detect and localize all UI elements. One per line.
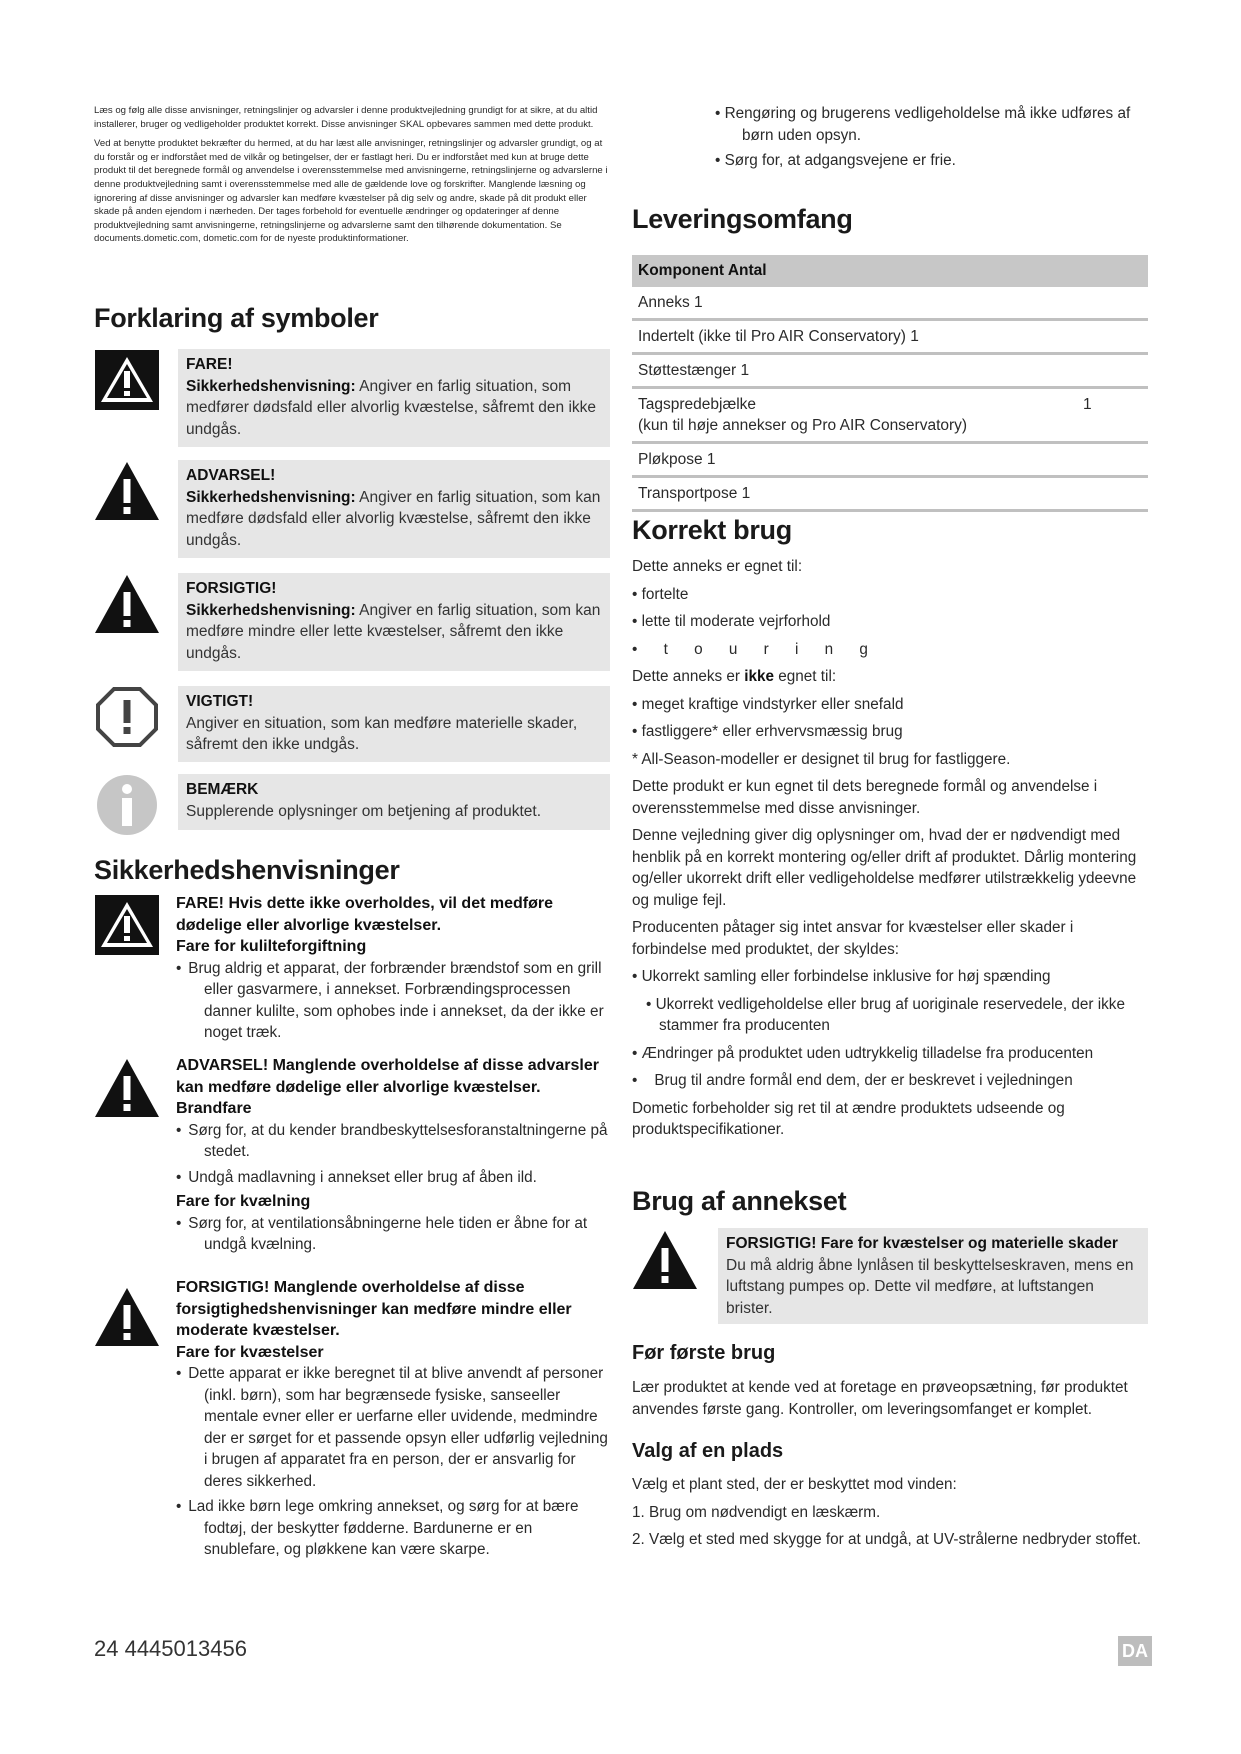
danger-square-icon: [94, 894, 160, 956]
correct-use-heading: Korrekt brug: [632, 515, 792, 545]
table-row: Pløkpose 1: [632, 443, 1148, 477]
list-item: • fortelte: [632, 585, 689, 603]
symbol-forsigtig-text: Angiver en farlig situation, som kan medføre mindre eller lette kvæstelser, såfremt den ikke undgås.: [186, 601, 601, 662]
symbol-box-fare: [178, 349, 610, 447]
intro-text: [94, 104, 610, 252]
list-item: • Ukorrekt samling eller forbindelse inklusive for høj spænding: [632, 968, 1051, 985]
place-intro: Vælg et plant sted, der er beskyttet mod vinden:: [632, 1476, 957, 1493]
footnote: * All-Season-modeller er designet til brug for fastliggere.: [632, 750, 1011, 768]
notice-octagon-icon: [94, 686, 160, 748]
safety-fare-head: FARE! Hvis dette ikke overholdes, vil det medføre dødelige eller alvorlige kvæstelser.: [176, 895, 553, 934]
page-number: 24 4445013456: [94, 1636, 247, 1661]
list-item: 1. Brug om nødvendigt en læskærm.: [632, 1503, 881, 1521]
list-item: • Sørg for, at ventilationsåbningerne hele tiden er åbne for at undgå kvælning.: [176, 1214, 588, 1253]
safety-forsigtig-head: FORSIGTIG! Manglende overholdelse af disse forsigtighedshenvisninger kan medføre mindre eller moderate kvæstelser.: [176, 1279, 572, 1339]
list-item: • Lad ikke børn lege omkring annekset, og sørg for at bære fodtøj, der beskytter fødderne. Bardunerne er en snublefare, og pløkkene kan være skarpe.: [176, 1498, 579, 1558]
first-use-text: Lær produktet at kende ved at foretage en prøveopsætning, før produktet anvendes første gang. Kontroller, om leveringsomfanget er komplet.: [632, 1379, 1128, 1418]
table-row: Indertelt (ikke til Pro AIR Conservatory) 1: [632, 320, 1148, 354]
intro-paragraph-2: Ved at benytte produktet bekræfter du hermed, at du har læst alle anvisninger, retningslinjer og advarsler grundigt, og at du forstår og er indforstået med de vilkår og betingelser, der er fastlagt heri. Du er indforstået med kun at bruge dette produkt til det beregnede formål og anvendelse i overensstemmelse med anvisningerne, retningslinjerne og advarslerne i denne produktvejledning samt i overensstemmelse med alle de gældende love og forskrifter. Manglende læsning og ignorering af disse anvisninger og advarsler kan medføre kvæstelser på dig selv og andre, skade på dit produkt eller skade på anden ejendom i nærheden. Der tages forbehold for eventuelle ændringer og opdateringer af denne produktvejledning samt anvisningerne, retningslinjerne og advarslerne samt den tilhørende dokumentation. Se documents.dometic.com, dometic.com for de nyeste produktinformationer.: [94, 138, 608, 245]
safety-fare-sub: Fare for kulilteforgiftning: [176, 938, 367, 955]
list-item: • Rengøring og brugerens vedligeholdelse må ikke udføres af børn uden opsyn.: [715, 105, 1131, 144]
language-badge: DA: [1118, 1636, 1152, 1666]
intro-paragraph-1: Læs og følg alle disse anvisninger, retningslinjer og advarsler i denne produktvejledning grundigt for at sikre, at du altid installerer, bruger og vedligeholder produktet korrekt. Disse anvisninger SKAL opbevares sammen med dette produkt.: [94, 105, 598, 130]
paragraph: Dometic forbeholder sig ret til at ændre produktets udseende og produktspecifikationer.: [632, 1099, 1065, 1138]
table-header-row: [632, 255, 1148, 287]
paragraph: Dette produkt er kun egnet til dets beregnede formål og anvendelse i overensstemmelse med disse anvisninger.: [632, 778, 1098, 817]
symbol-box-vigtigt: [178, 686, 610, 762]
safety-advarsel-sub1: Brandfare: [176, 1100, 252, 1117]
danger-square-icon: [94, 349, 160, 411]
table-header: Komponent Antal: [632, 255, 1148, 287]
table-row: Anneks 1: [632, 287, 1148, 320]
symbol-box-forsigtig: [178, 573, 610, 671]
continued-list: [715, 103, 1148, 172]
use-caution-box: [718, 1228, 1148, 1324]
caution-triangle-icon: [94, 573, 160, 635]
symbol-fare-text: Angiver en farlig situation, som medfører dødsfald eller alvorlig kvæstelse, såfremt den ikke undgås.: [186, 377, 597, 438]
symbol-advarsel-title: ADVARSEL!: [186, 467, 276, 484]
symbols-heading: Forklaring af symboler: [94, 303, 379, 333]
table-row: Støttestænger 1: [632, 354, 1148, 388]
symbol-advarsel-text: Angiver en farlig situation, som kan medføre dødsfald eller alvorlig kvæstelse, såfremt den ikke undgås.: [186, 488, 601, 549]
symbol-forsigtig-title: FORSIGTIG!: [186, 580, 277, 597]
list-item: • Sørg for, at adgangsvejene er frie.: [715, 152, 956, 169]
table-row: Tagspredebjælke (kun til høje annekser og Pro AIR Conservatory) 1: [632, 388, 1148, 443]
list-item: • fastliggere* eller erhvervsmæssig brug: [632, 723, 903, 740]
use-caution-text: Du må aldrig åbne lynlåsen til beskyttelseskraven, mens en luftstang pumpes op. Dette vil medføre, at luftstangen brister.: [726, 1256, 1134, 1317]
list-item: • Dette apparat er ikke beregnet til at blive anvendt af personer (inkl. børn), som har begrænsede fysiske, sanseeller mentale evner eller er uerfarne eller uvidende, medmindre der er sørget for et passende opsyn eller udførlig vejledning i brugen af apparatet fra en person, der er ansvarlig for deres sikkerhed.: [176, 1365, 608, 1490]
list-item: • Brug til andre formål end dem, der er beskrevet i vejledningen: [632, 1072, 1073, 1089]
symbol-fare-label: Sikkerhedshenvisning:: [186, 377, 356, 395]
table-row: Transportpose 1: [632, 477, 1148, 511]
correct-use-intro: Dette anneks er egnet til:: [632, 558, 803, 575]
safety-advarsel-sub2: Fare for kvælning: [176, 1193, 311, 1210]
safety-forsigtig-block: [176, 1277, 610, 1561]
symbol-advarsel-label: Sikkerhedshenvisning:: [186, 488, 356, 506]
paragraph: Producenten påtager sig intet ansvar for kvæstelser eller skader i forbindelse med produktet, der skyldes:: [632, 919, 1074, 958]
symbol-forsigtig-label: Sikkerhedshenvisning:: [186, 601, 356, 619]
symbol-bemaerk-title: BEMÆRK: [186, 781, 259, 798]
safety-advarsel-head: ADVARSEL! Manglende overholdelse af disse advarsler kan medføre dødelige eller alvorlige kvæstelser.: [176, 1057, 599, 1096]
list-item: • meget kraftige vindstyrker eller snefald: [632, 695, 904, 713]
info-circle-icon: [94, 774, 160, 836]
list-item: 2. Vælg et sted med skygge for at undgå, at UV-strålerne nedbryder stoffet.: [632, 1531, 1142, 1548]
symbol-box-advarsel: [178, 460, 610, 558]
row-quantity: 1: [1083, 396, 1092, 413]
list-item: • Brug aldrig et apparat, der forbrænder brændstof som en grill eller gasvarmere, i annekset. Forbrændingsprocessen danner kulilte, som ophobes inde i annekset, da der ikke er noget træk.: [176, 959, 604, 1041]
safety-forsigtig-sub: Fare for kvæstelser: [176, 1343, 324, 1361]
caution-triangle-icon: [94, 1286, 160, 1348]
warning-triangle-icon: [94, 1057, 160, 1119]
symbol-box-bemaerk: [178, 774, 610, 830]
list-item: • t o u r i n g: [632, 640, 868, 658]
list-item: • Sørg for, at du kender brandbeskyttelsesforanstaltningerne på stedet.: [176, 1121, 608, 1160]
safety-heading: Sikkerhedshenvisninger: [94, 855, 400, 885]
place-heading: Valg af en plads: [632, 1440, 784, 1462]
list-item: • Ændringer på produktet uden udtrykkelig tilladelse fra producenten: [632, 1044, 1094, 1062]
list-item: • lette til moderate vejrforhold: [632, 613, 831, 630]
list-item: • Undgå madlavning i annekset eller brug af åben ild.: [176, 1168, 537, 1186]
symbol-vigtigt-title: VIGTIGT!: [186, 693, 254, 710]
paragraph: Denne vejledning giver dig oplysninger om, hvad der er nødvendigt med henblik på en korrekt montering og/eller drift af produktet. Dårlig montering og/eller ukorrekt drift eller vedligeholdelse medfører utilstrækkelig ydeevne og mulige fejl.: [632, 827, 1137, 909]
symbol-fare-title: FARE!: [186, 356, 233, 373]
safety-advarsel-block: [176, 1055, 610, 1256]
safety-fare-block: [176, 893, 610, 1044]
correct-use-body: [632, 556, 1148, 1141]
place-body: [632, 1474, 1148, 1551]
symbol-vigtigt-text: Angiver en situation, som kan medføre materielle skader, såfremt den ikke undgås.: [186, 714, 578, 753]
first-use-heading: Før første brug: [632, 1342, 776, 1364]
use-caution-title: FORSIGTIG! Fare for kvæstelser og materielle skader: [726, 1235, 1118, 1252]
delivery-heading: Leveringsomfang: [632, 204, 853, 234]
not-suitable-intro: Dette anneks er ikke egnet til:: [632, 668, 837, 685]
use-heading: Brug af annekset: [632, 1186, 847, 1216]
symbol-bemaerk-text: Supplerende oplysninger om betjening af produktet.: [186, 802, 542, 820]
delivery-table: [632, 255, 1148, 512]
warning-triangle-icon: [94, 460, 160, 522]
list-item: • Ukorrekt vedligeholdelse eller brug af uoriginale reservedele, der ikke stammer fra producenten: [646, 995, 1125, 1034]
caution-triangle-icon: [632, 1229, 698, 1291]
